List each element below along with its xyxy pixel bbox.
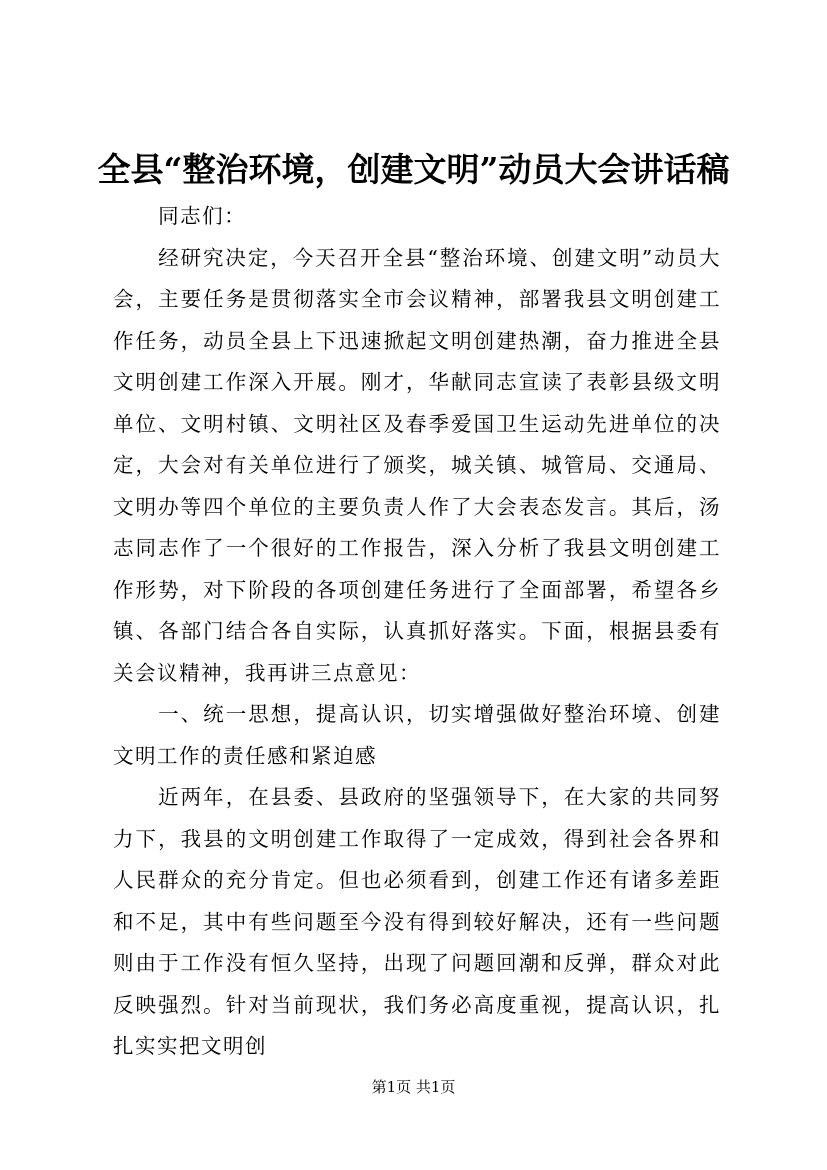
document-title: 全县“整治环境，创建文明”动员大会讲话稿 <box>97 150 730 189</box>
section-heading-1: 一、统一思想，提高认识，切实增强做好整治环境、创建文明工作的责任感和紧迫感 <box>113 702 721 768</box>
salutation: 同志们： <box>158 204 247 228</box>
paragraph-intro: 经研究决定，今天召开全县“整治环境、创建文明”动员大会，主要任务是贯彻落实全市会议精神，部署我县文明创建工作任务，动员全县上下迅速掀起文明创建热潮，奋力推进全县文明创建工作深入开展。刚才，华献同志宣读了表彰县级文明单位、文明村镇、文明社区及春季爱国卫生运动先进单位的决定，大会对有关单位进行了颁奖，城关镇、城管局、交通局、文明办等四个单位的主要负责人作了大会表态发言。其后，汤志同志作了一个很好的工作报告，深入分析了我县文明创建工作形势，对下阶段的各项创建任务进行了全面部署，希望各乡镇、各部门结合各自实际，认真抓好落实。下面，根据县委有关会议精神，我再讲三点意见： <box>113 245 721 685</box>
paragraph-section-1: 近两年，在县委、县政府的坚强领导下，在大家的共同努力下，我县的文明创建工作取得了一定成效，得到社会各界和人民群众的充分肯定。但也必须看到，创建工作还有诸多差距和不足，其中有些问题至今没有得到较好解决，还有一些问题则由于工作没有恒久坚持，出现了问题回潮和反弹，群众对此反映强烈。针对当前现状，我们务必高度重视，提高认识，扎扎实实把文明创 <box>113 785 721 1058</box>
document-body <box>113 196 721 1068</box>
page-number-footer: 第1页 共1页 <box>371 1078 456 1096</box>
